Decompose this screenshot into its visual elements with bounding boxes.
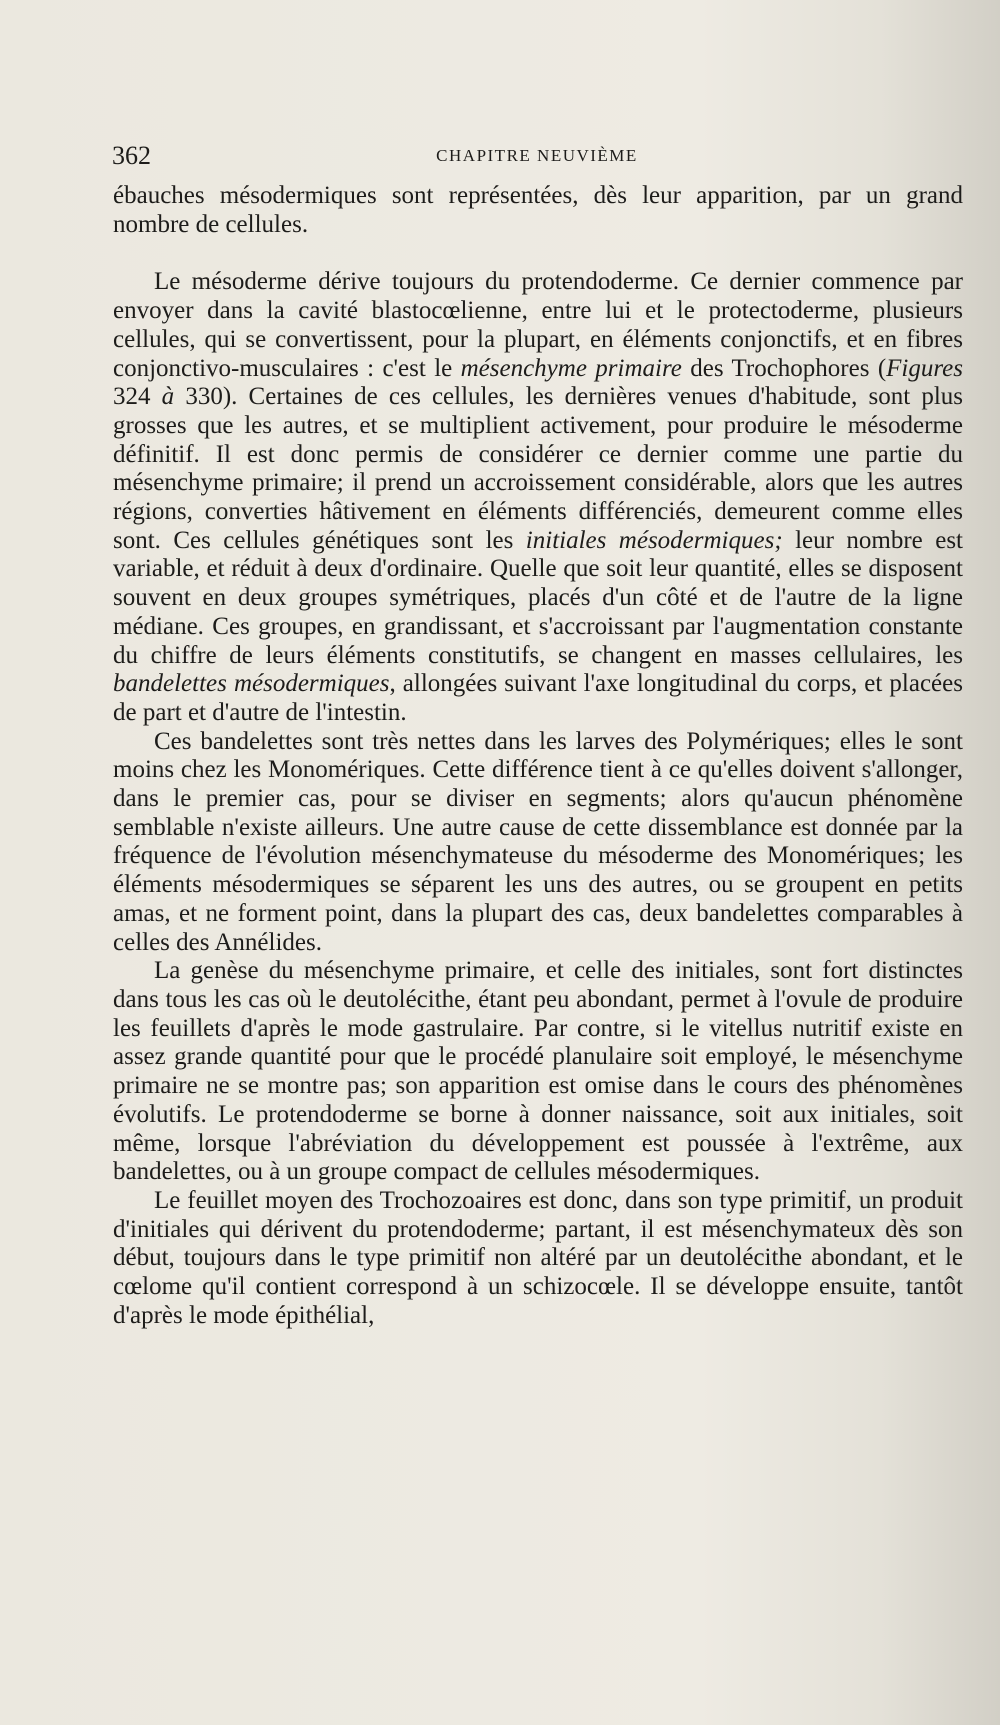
body-text [113, 182, 963, 1330]
page-header [112, 138, 962, 174]
page-number: 362 [112, 141, 151, 170]
paragraph-continuation: ébauches mésodermiques sont représentées, dès leur apparition, par un grand nombre de cellules. [113, 182, 963, 238]
term-bandelettes-mesodermiques: bandelettes mésodermiques [113, 670, 390, 698]
running-head: CHAPITRE NEUVIÈME [436, 146, 638, 165]
term-mesenchyme-primaire: mésenchyme primaire [460, 354, 682, 382]
paragraph-genese: La genèse du mésenchyme primaire, et celle des initiales, sont fort distinctes dans tous les cas où le deutolécithe, étant peu abondant, permet à l'ovule de produire les feuillets d'après le mode gastrulaire. Par contre, si le vitellus nutritif existe en assez grande quantité pour que le procédé planulaire soit employé, le mésenchyme primaire ne se montre pas; son apparition est omise dans le cours des phénomènes évolutifs. Le protendoderme se borne à donner naissance, soit aux initiales, soit même, lorsque l'abréviation du développement est poussée à l'extrême, aux bandelettes, ou à un groupe compact de cellules mésodermiques. [113, 957, 963, 1186]
paragraph-mesoderm-origin: Le mésoderme dérive toujours du protendoderme. Ce dernier commence par envoyer dans la cavité blastocœlienne, entre lui et le protectoderme, plusieurs cellules, qui se convertissent, pour la plupart, en éléments conjonctifs, et en fibres conjonctivo-musculaires : c'est le mésenchyme primaire des Trochophores (Figures 324 à 330). Certaines de ces cellules, les dernières venues d'habitude, sont plus grosses que les autres, et se multiplient activement, pour produire le mésoderme définitif. Il est donc permis de considérer ce dernier comme une partie du mésenchyme primaire; il prend un accroissement considérable, alors que les autres régions, converties hâtivement en éléments différenciés, demeurent comme elles sont. Ces cellules génétiques sont les initiales mésodermiques; leur nombre est variable, et réduit à deux d'ordinaire. Quelle que soit leur quantité, elles se disposent souvent en deux groupes symétriques, placés d'un côté et de l'autre de la ligne médiane. Ces groupes, en grandissant, et s'accroissant par l'augmentation constante du chiffre de leurs éléments constitutifs, se changent en masses cellulaires, les bandelettes mésodermiques, allongées suivant l'axe longitudinal du corps, et placées de part et d'autre de l'intestin. [113, 268, 964, 726]
paragraph-bandelettes: Ces bandelettes sont très nettes dans les larves des Polymériques; elles le sont moins chez les Monomériques. Cette différence tient à ce qu'elles doivent s'allonger, dans le premier cas, pour se diviser en segments; alors qu'aucun phénomène semblable n'existe ailleurs. Une autre cause de cette dissemblance est donnée par la fréquence de l'évolution mésenchymateuse du mésoderme des Monomériques; les éléments mésodermiques se séparent les uns des autres, ou se groupent en petits amas, et ne forment point, dans la plupart des cas, deux bandelettes comparables à celles des Annélides. [113, 727, 963, 956]
term-initiales-mesodermiques: initiales mésodermiques; [525, 526, 783, 554]
paragraph-feuillet-moyen: Le feuillet moyen des Trochozoaires est donc, dans son type primitif, un produit d'initiales qui dérivent du protendoderme; partant, il est mésenchymateux dès son début, toujours dans le type primitif non altéré par un deutolécithe abondant, et le cœlome qu'il contient correspond à un schizocœle. Il se développe ensuite, tantôt d'après le mode épithélial, [113, 1186, 963, 1329]
